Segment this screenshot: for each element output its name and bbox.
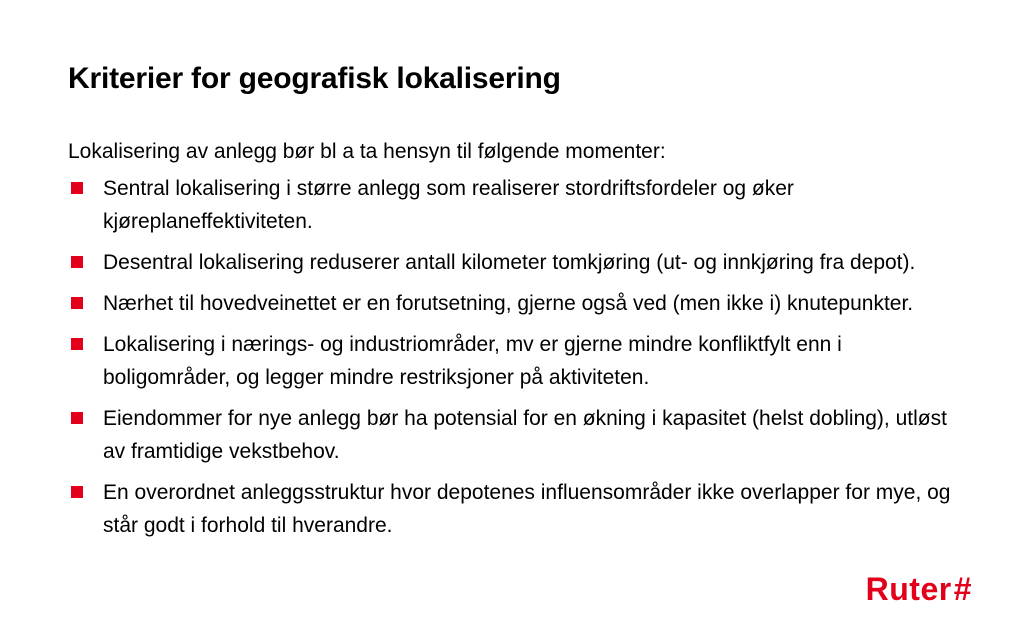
bullet-text: Eiendommer for nye anlegg bør ha potensial for en økning i kapasitet (helst dobling), utløst av framtidige vekstbehov.	[103, 407, 947, 463]
intro-text: Lokalisering av anlegg bør bl a ta hensyn til følgende momenter:	[68, 140, 666, 163]
square-bullet-icon	[71, 412, 83, 424]
bullet-item	[68, 328, 968, 394]
bullet-text: Sentral lokalisering i større anlegg som realiserer stordriftsfordeler og øker kjøreplaneffektiviteten.	[103, 177, 794, 233]
square-bullet-icon	[71, 297, 83, 309]
bullet-item	[68, 246, 968, 279]
bullet-text: Lokalisering i nærings- og industriområder, mv er gjerne mindre konfliktfylt enn i boligområder, og legger mindre restriksjoner på aktiviteten.	[103, 333, 842, 389]
ruter-logo	[866, 571, 972, 608]
slide-title: Kriterier for geografisk lokalisering	[68, 62, 561, 95]
hash-icon: #	[953, 571, 972, 607]
bullet-item	[68, 172, 968, 238]
square-bullet-icon	[71, 256, 83, 268]
bullet-item	[68, 402, 968, 468]
bullet-item	[68, 476, 968, 542]
bullet-text: Nærhet til hovedveinettet er en forutsetning, gjerne også ved (men ikke i) knutepunkter.	[103, 292, 914, 315]
logo-wordmark: Ruter	[865, 571, 952, 607]
bullet-text: Desentral lokalisering reduserer antall kilometer tomkjøring (ut- og innkjøring fra depot).	[103, 251, 916, 274]
square-bullet-icon	[71, 338, 83, 350]
bullet-text: En overordnet anleggsstruktur hvor depotenes influensområder ikke overlapper for mye, og står godt i forhold til hverandre.	[103, 481, 951, 537]
bullet-list	[68, 172, 968, 550]
square-bullet-icon	[71, 486, 83, 498]
bullet-item	[68, 287, 968, 320]
square-bullet-icon	[71, 182, 83, 194]
